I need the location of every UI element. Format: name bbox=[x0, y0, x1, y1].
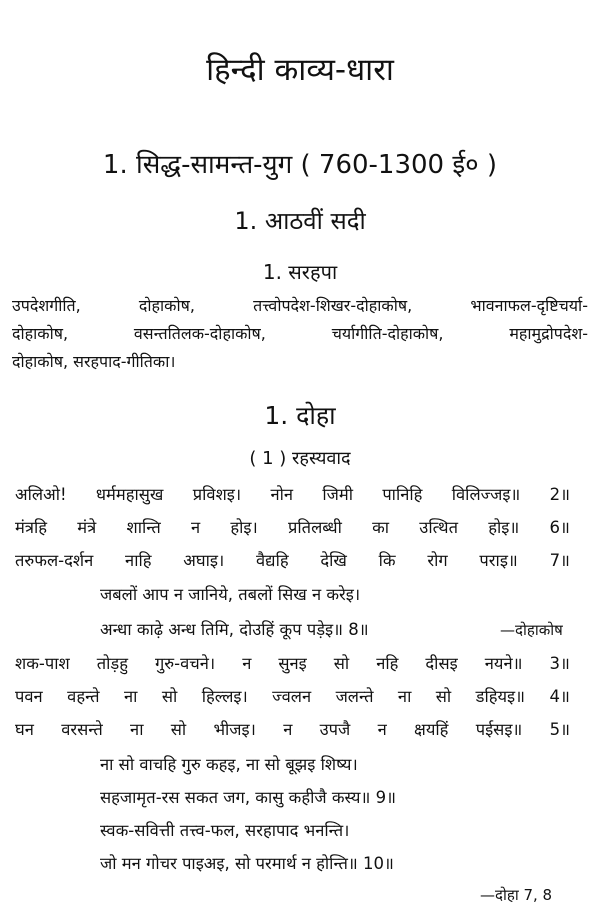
verse-word: हिल्लइ। bbox=[201, 687, 248, 706]
verse-line-indented: सहजामृत-रस सकत जग, कासु कहीजै कस्य॥ 9॥ bbox=[100, 788, 397, 807]
book-title: हिन्दी काव्य-धारा bbox=[206, 52, 394, 88]
verse-word: मंत्रहि bbox=[15, 518, 48, 537]
works-line bbox=[12, 348, 588, 376]
verse-word: धर्ममहासुख bbox=[95, 485, 164, 504]
verse-word: प्रविशइ। bbox=[192, 485, 242, 504]
source-citation: —दोहा 7, 8 bbox=[480, 886, 553, 904]
verse-word: तरुफल-दर्शन bbox=[15, 551, 94, 570]
verse-word: जिमी bbox=[322, 485, 354, 504]
verse-word: नोन bbox=[270, 485, 294, 504]
verse-word: तोड़हु bbox=[96, 654, 128, 673]
verse-line bbox=[15, 682, 570, 712]
verse-word: ना bbox=[130, 720, 144, 739]
verse-word: शक-पाश bbox=[15, 654, 70, 673]
verse-word: होइ। bbox=[230, 518, 258, 537]
verse-word: प्रतिलब्धी bbox=[288, 518, 342, 537]
verse-number: 6॥ bbox=[549, 518, 570, 537]
verse-word: भीजइ। bbox=[213, 720, 256, 739]
era-title: 1. सिद्ध-सामन्त-युग ( 760-1300 ई० ) bbox=[102, 150, 498, 180]
verse-word: अलिओ! bbox=[15, 485, 67, 504]
verse-word: वैद्यहि bbox=[256, 551, 289, 570]
verse-word: ना bbox=[397, 687, 412, 706]
verse-word: उपजै bbox=[319, 720, 351, 739]
work-item: दोहाकोष, bbox=[12, 324, 69, 343]
verse-line-indented: जबलों आप न जानिये, तबलों सिख न करेइ। bbox=[100, 585, 361, 604]
verse-word: सुनइ bbox=[278, 654, 307, 673]
verse-line-indented: जो मन गोचर पाइअइ, सो परमार्थ न होन्ति॥ 10॥ bbox=[100, 854, 394, 873]
verse-word: नहि bbox=[376, 654, 399, 673]
verse-word: गुरु-वचने। bbox=[155, 654, 216, 673]
verse-word: उत्थित bbox=[419, 518, 458, 537]
verse-word: नाहि bbox=[125, 551, 152, 570]
verse-word: पानिहि bbox=[382, 485, 423, 504]
verse-line-indented: स्वक-सवित्ती तत्त्व-फल, सरहापाद भनन्ति। bbox=[100, 821, 350, 840]
verse-word: विलिज्जइ॥ bbox=[451, 485, 521, 504]
verse-number: 2॥ bbox=[549, 485, 570, 504]
works-line bbox=[12, 320, 588, 348]
work-item: भावनाफल-दृष्टिचर्या- bbox=[470, 296, 588, 315]
verse-line bbox=[15, 649, 570, 679]
work-item: दोहाकोष, सरहपाद-गीतिका। bbox=[12, 352, 176, 371]
verse-number: 3॥ bbox=[549, 654, 570, 673]
verse-word: वरसन्ते bbox=[61, 720, 103, 739]
work-item: चर्यागीति-दोहाकोष, bbox=[331, 324, 444, 343]
verse-line-indented: ना सो वाचहि गुरु कहइ, ना सो बूझइ शिष्य। bbox=[100, 755, 358, 774]
verse-word: घन bbox=[15, 720, 34, 739]
verse-number: 4॥ bbox=[549, 687, 570, 706]
verse-word: सो bbox=[333, 654, 350, 673]
work-item: दोहाकोष, bbox=[138, 296, 195, 315]
verse-word: नयने॥ bbox=[484, 654, 523, 673]
verse-line-indented: अन्धा काढ़े अन्ध तिमि, दोउहिं कूप पड़ेइ॥ 8॥ bbox=[100, 620, 369, 639]
verse-number: 5॥ bbox=[549, 720, 570, 739]
verse-word: न bbox=[377, 720, 387, 739]
verse-word: शान्ति bbox=[126, 518, 161, 537]
verse-word: डहियइ॥ bbox=[475, 687, 526, 706]
verse-word: सो bbox=[170, 720, 187, 739]
verse-word: अघाइ। bbox=[183, 551, 225, 570]
works-line bbox=[12, 292, 588, 320]
verse-word: ना bbox=[124, 687, 138, 706]
verse-number: 7॥ bbox=[549, 551, 570, 570]
verse-word: सो bbox=[435, 687, 452, 706]
work-item: वसन्ततिलक-दोहाकोष, bbox=[133, 324, 266, 343]
verse-line bbox=[15, 513, 570, 543]
verse-word: जलन्ते bbox=[335, 687, 374, 706]
verse-word: पईसइ॥ bbox=[475, 720, 523, 739]
verse-word: कि bbox=[378, 551, 396, 570]
subsection-title: ( 1 ) रहस्यवाद bbox=[249, 448, 351, 469]
verse-word: दीसइ bbox=[425, 654, 458, 673]
verse-word: वहन्ते bbox=[67, 687, 100, 706]
verse-word: न bbox=[190, 518, 201, 537]
verse-line bbox=[15, 715, 570, 745]
work-item: उपदेशगीति, bbox=[12, 296, 81, 315]
century-title: 1. आठवीं सदी bbox=[234, 207, 366, 235]
works-list bbox=[12, 292, 588, 376]
verse-word: पवन bbox=[15, 687, 43, 706]
verse-word: रोग bbox=[427, 551, 448, 570]
verse-word: मंत्रे bbox=[77, 518, 97, 537]
form-title: 1. दोहा bbox=[264, 401, 336, 430]
verse-word: ज्वलन bbox=[272, 687, 312, 706]
source-citation: —दोहाकोष bbox=[500, 621, 563, 639]
verse-word: न bbox=[242, 654, 252, 673]
verse-word: सो bbox=[161, 687, 178, 706]
work-item: तत्त्वोपदेश-शिखर-दोहाकोष, bbox=[253, 296, 413, 315]
verse-word: पराइ॥ bbox=[479, 551, 518, 570]
verse-line bbox=[15, 546, 570, 576]
verse-line bbox=[15, 480, 570, 510]
verse-word: का bbox=[372, 518, 390, 537]
work-item: महामुद्रोपदेश- bbox=[509, 324, 588, 343]
verse-word: होइ॥ bbox=[488, 518, 520, 537]
verse-word: क्षयहिं bbox=[414, 720, 449, 739]
poet-title: 1. सरहपा bbox=[262, 260, 338, 284]
verse-word: देखि bbox=[320, 551, 347, 570]
verse-word: न bbox=[283, 720, 293, 739]
